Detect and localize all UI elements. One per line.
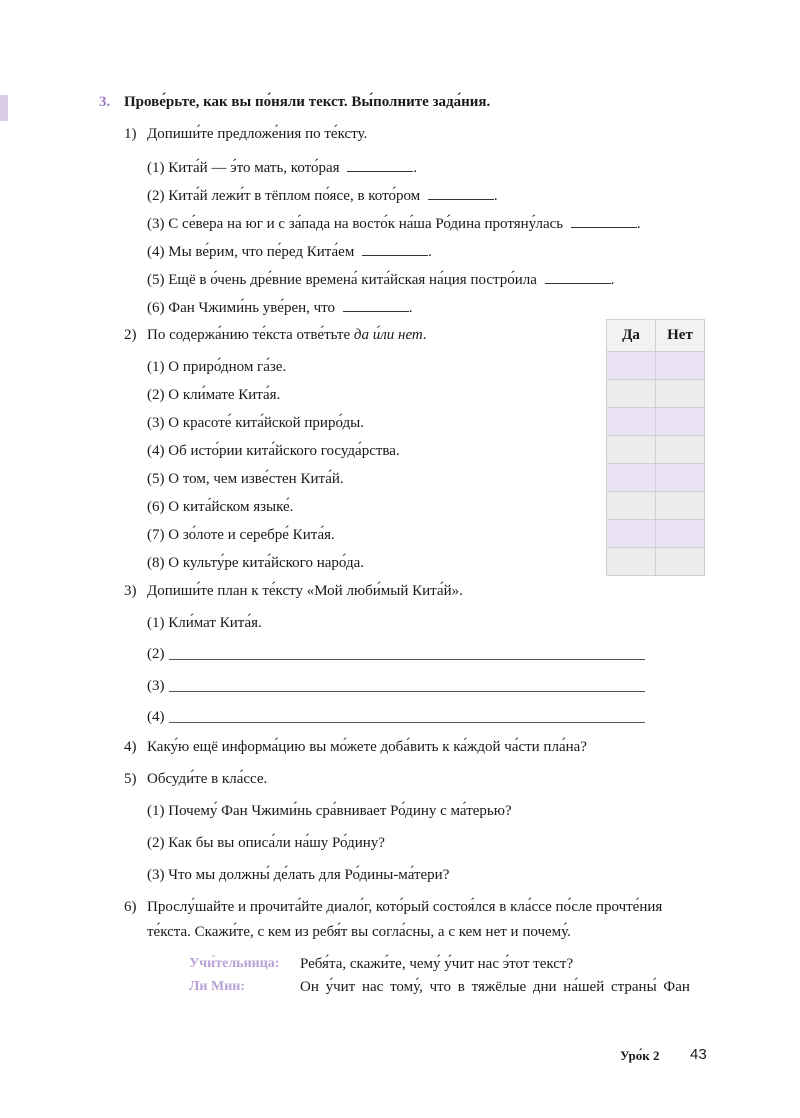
task1-item: [147, 216, 641, 233]
task1-item: [147, 188, 498, 205]
answer-row: [607, 492, 705, 520]
answer-row: [607, 436, 705, 464]
task1-item: [147, 300, 413, 317]
answer-cell-yes[interactable]: [607, 464, 656, 492]
task1-item-text: (5) Ещё в о́чень дре́вние времена́ кита́йская на́ция постро́ила: [147, 272, 537, 288]
answer-cell-no[interactable]: [656, 352, 705, 380]
discussion-question: (1) Почему́ Фан Чжими́нь сра́внивает Ро́дину с ма́терью?: [147, 803, 512, 819]
dialogue-speaker: Ли Мин:: [189, 979, 246, 994]
task2-item: (4) Об исто́рии кита́йского госуда́рства.: [147, 443, 400, 459]
task2-text-yes: да: [353, 327, 369, 343]
answer-cell-no[interactable]: [656, 380, 705, 408]
answer-blank[interactable]: [428, 198, 494, 200]
answer-row: [607, 352, 705, 380]
task3-text: Допиши́те план к те́ксту «Мой люби́мый Кита́й».: [147, 583, 463, 599]
yes-no-answer-table: [606, 319, 705, 576]
end-mark: .: [413, 160, 418, 176]
dialogue-speaker: Учи́тельница:: [189, 956, 280, 971]
end-mark: .: [493, 188, 498, 204]
answer-row: [607, 548, 705, 576]
task2-item: (5) О том, чем изве́стен Кита́й.: [147, 471, 344, 487]
side-tab-marker: [0, 95, 8, 121]
plan-answer-line[interactable]: [169, 659, 645, 660]
task1-item-text: (3) С се́вера на юг и с за́пада на восто́к на́ша Ро́дина протяну́лась: [147, 216, 564, 232]
answer-blank[interactable]: [362, 254, 428, 256]
task2-text-or: и́ли: [372, 327, 395, 343]
task1-item: [147, 272, 614, 289]
plan-item-label: (2): [147, 646, 165, 662]
discussion-question: (2) Как бы вы описа́ли на́шу Ро́дину?: [147, 835, 385, 851]
task6-text-line2: те́кста. Скажи́те, с кем из ребя́т вы согла́сны, а с кем нет и почему́.: [147, 924, 571, 940]
exercise-number: 3.: [99, 94, 111, 110]
answer-table-header: [607, 320, 705, 352]
discussion-question: (3) Что мы должны́ де́лать для Ро́дины-ма́тери?: [147, 867, 450, 883]
task1-item-text: (2) Кита́й лежи́т в тёплом по́ясе, в кото́ром: [147, 188, 421, 204]
dialogue-line: Он у́чит нас тому́, что в тяжёлые дни на́шей страны́ Фан: [300, 979, 690, 995]
task1-item-text: (1) Кита́й — э́то мать, кото́рая: [147, 160, 340, 176]
answer-row: [607, 464, 705, 492]
answer-cell-no[interactable]: [656, 548, 705, 576]
lesson-label: Уро́к 2: [620, 1048, 660, 1063]
column-header-yes: Да: [607, 320, 656, 352]
answer-cell-yes[interactable]: [607, 492, 656, 520]
answer-cell-no[interactable]: [656, 408, 705, 436]
task6-number: 6): [124, 899, 137, 915]
end-mark: .: [636, 216, 641, 232]
answer-cell-no[interactable]: [656, 436, 705, 464]
plan-item-label: (4): [147, 709, 165, 725]
end-mark: .: [610, 272, 615, 288]
answer-row: [607, 520, 705, 548]
answer-blank[interactable]: [571, 226, 637, 228]
task2-item: (3) О красоте́ кита́йской приро́ды.: [147, 415, 364, 431]
dialogue-line: Ребя́та, скажи́те, чему́ у́чит нас э́тот текст?: [300, 956, 574, 972]
answer-cell-yes[interactable]: [607, 352, 656, 380]
task1-text: Допиши́те предложе́ния по те́ксту.: [147, 126, 368, 142]
task5-number: 5): [124, 771, 137, 787]
task5-text: Обсуди́те в кла́ссе.: [147, 771, 268, 787]
answer-cell-yes[interactable]: [607, 520, 656, 548]
task1-item-text: (6) Фан Чжими́нь уве́рен, что: [147, 300, 336, 316]
answer-cell-yes[interactable]: [607, 380, 656, 408]
answer-blank[interactable]: [343, 310, 409, 312]
task6-text-line1: Прослу́шайте и прочита́йте диало́г, кото́рый состоя́лся в кла́ссе по́сле прочте́ния: [147, 899, 663, 915]
answer-cell-yes[interactable]: [607, 436, 656, 464]
plan-answer-line[interactable]: [169, 691, 645, 692]
task2-text-end: .: [422, 327, 427, 343]
answer-row: [607, 380, 705, 408]
page-number: 43: [690, 1046, 707, 1063]
answer-cell-yes[interactable]: [607, 408, 656, 436]
task2-number: 2): [124, 327, 137, 343]
end-mark: .: [428, 244, 432, 260]
task2-item: (7) О зо́лоте и серебре́ Кита́я.: [147, 527, 335, 543]
task2-text-prefix: По содержа́нию те́кста отве́тьте: [147, 327, 351, 343]
task1-item: [147, 160, 417, 177]
plan-item-label: (3): [147, 678, 165, 694]
plan-answer-line[interactable]: [169, 722, 645, 723]
answer-cell-no[interactable]: [656, 520, 705, 548]
task4-text: Каку́ю ещё информа́цию вы мо́жете доба́вить к ка́ждой ча́сти пла́на?: [147, 739, 587, 755]
column-header-no: Нет: [656, 320, 705, 352]
task2-item: (1) О приро́дном га́зе.: [147, 359, 287, 375]
task2-text-no: нет: [398, 327, 423, 343]
answer-cell-yes[interactable]: [607, 548, 656, 576]
task2-text: [147, 327, 426, 344]
task1-number: 1): [124, 126, 137, 142]
task2-item: (8) О культу́ре кита́йского наро́да.: [147, 555, 365, 571]
task3-number: 3): [124, 583, 137, 599]
task1-item-text: (4) Мы ве́рим, что пе́ред Кита́ем: [147, 244, 355, 260]
answer-cell-no[interactable]: [656, 492, 705, 520]
answer-row: [607, 408, 705, 436]
task1-item: [147, 244, 432, 261]
exercise-title: Прове́рьте, как вы по́няли текст. Вы́полните зада́ния.: [124, 94, 491, 110]
plan-item: (1) Кли́мат Кита́я.: [147, 615, 262, 631]
answer-blank[interactable]: [347, 170, 413, 172]
task2-item: (6) О кита́йском языке́.: [147, 499, 294, 515]
end-mark: .: [408, 300, 413, 316]
task4-number: 4): [124, 739, 137, 755]
answer-cell-no[interactable]: [656, 464, 705, 492]
answer-blank[interactable]: [545, 282, 611, 284]
task2-item: (2) О кли́мате Кита́я.: [147, 387, 281, 403]
